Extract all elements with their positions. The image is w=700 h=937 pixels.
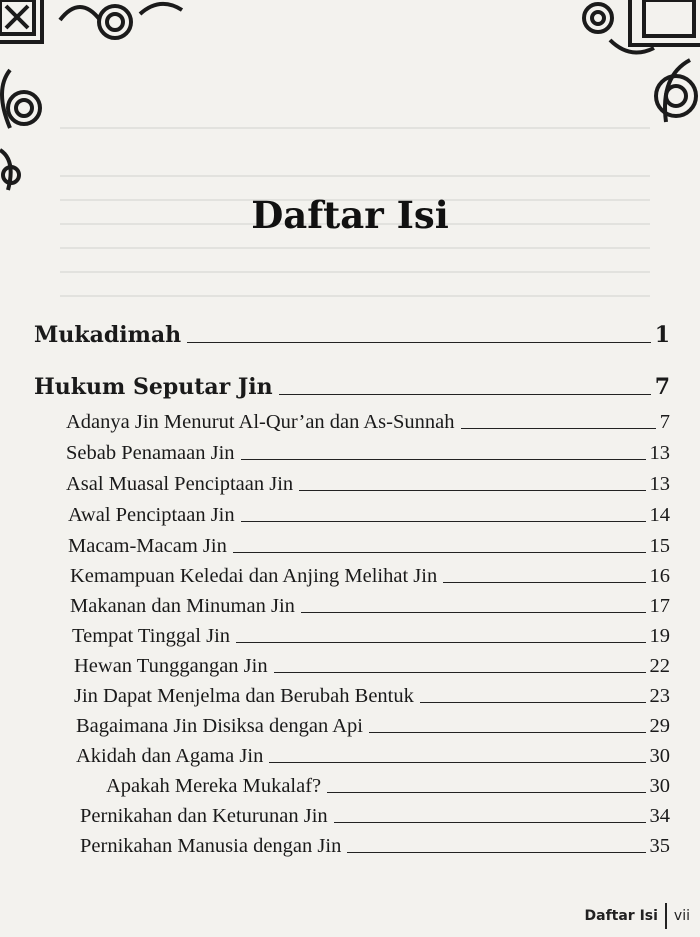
toc-entry-page: 30: [649, 745, 670, 767]
toc-entry-title: Mukadimah: [34, 322, 182, 348]
dot-leader: [369, 732, 646, 733]
toc-entry[interactable]: [66, 406, 670, 434]
toc-entry-title: Macam-Macam Jin: [68, 535, 227, 557]
toc-entry[interactable]: [72, 620, 670, 648]
dot-leader: [279, 394, 651, 395]
dot-leader: [236, 642, 645, 643]
toc-entry-page: 22: [649, 655, 670, 677]
toc-entry-title: Bagaimana Jin Disiksa dengan Api: [76, 715, 363, 737]
dot-leader: [443, 582, 645, 583]
dot-leader: [233, 552, 646, 553]
toc-entry-title: Tempat Tinggal Jin: [72, 625, 231, 647]
toc-entry-page: 13: [649, 442, 670, 464]
toc-entry-title: Hukum Seputar Jin: [34, 374, 273, 400]
toc-entry[interactable]: [106, 770, 670, 798]
toc-entry-page: 17: [649, 595, 670, 617]
toc-entry[interactable]: [76, 740, 670, 768]
toc-entry-title: Sebab Penamaan Jin: [66, 442, 235, 464]
toc-entry-title: Pernikahan dan Keturunan Jin: [80, 805, 328, 827]
page-title: Daftar Isi: [251, 192, 449, 237]
dot-leader: [334, 822, 646, 823]
toc-entry-page: 35: [649, 835, 670, 857]
dot-leader: [241, 459, 646, 460]
toc-entry[interactable]: [74, 650, 670, 678]
toc-entry[interactable]: [70, 590, 670, 618]
toc-entry-page: 34: [649, 805, 670, 827]
toc-entry[interactable]: [80, 800, 670, 828]
toc-entry[interactable]: [80, 830, 670, 858]
dot-leader: [301, 612, 646, 613]
toc-entry-title: Akidah dan Agama Jin: [76, 745, 264, 767]
toc-entry-page: 14: [649, 504, 670, 526]
toc-entry-title: Makanan dan Minuman Jin: [70, 595, 295, 617]
toc-entry-title: Awal Penciptaan Jin: [68, 504, 235, 526]
toc-entry[interactable]: [34, 370, 670, 400]
dot-leader: [274, 672, 646, 673]
toc-entry-page: 29: [649, 715, 670, 737]
dot-leader: [327, 792, 645, 793]
running-title: Daftar Isi: [584, 908, 658, 924]
toc-entry[interactable]: [76, 710, 670, 738]
toc-entry[interactable]: [66, 437, 670, 465]
toc-entry[interactable]: [68, 499, 670, 527]
toc-entry-page: 16: [649, 565, 670, 587]
toc-entry-page: 23: [649, 685, 670, 707]
dot-leader: [299, 490, 645, 491]
footer-divider: [665, 903, 667, 929]
toc-entry-page: 7: [659, 411, 670, 433]
toc-entry-page: 19: [649, 625, 670, 647]
toc-entry-title: Pernikahan Manusia dengan Jin: [80, 835, 342, 857]
toc-entry[interactable]: [34, 318, 670, 348]
dot-leader: [420, 702, 646, 703]
toc-entry-page: 7: [654, 374, 670, 400]
toc-entry-title: Apakah Mereka Mukalaf?: [106, 775, 322, 797]
toc-entry-title: Asal Muasal Penciptaan Jin: [66, 473, 294, 495]
toc-entry[interactable]: [66, 468, 670, 496]
page-footer: [585, 903, 691, 929]
toc-entry-title: Kemampuan Keledai dan Anjing Melihat Jin: [70, 565, 438, 587]
toc-entry-title: Jin Dapat Menjelma dan Berubah Bentuk: [74, 685, 414, 707]
page-number: vii: [673, 908, 690, 924]
dot-leader: [241, 521, 646, 522]
toc-entry[interactable]: [68, 530, 670, 558]
dot-leader: [347, 852, 645, 853]
toc-entry-title: Adanya Jin Menurut Al-Qur’an dan As-Sunnah: [66, 411, 455, 433]
dot-leader: [269, 762, 645, 763]
toc-entry[interactable]: [70, 560, 670, 588]
dot-leader: [187, 342, 651, 343]
toc-entry-page: 1: [654, 322, 670, 348]
toc-entry-page: 30: [649, 775, 670, 797]
toc-entry-title: Hewan Tunggangan Jin: [74, 655, 268, 677]
toc-entry-page: 13: [649, 473, 670, 495]
dot-leader: [461, 428, 656, 429]
toc-entry-page: 15: [649, 535, 670, 557]
toc-entry[interactable]: [74, 680, 670, 708]
